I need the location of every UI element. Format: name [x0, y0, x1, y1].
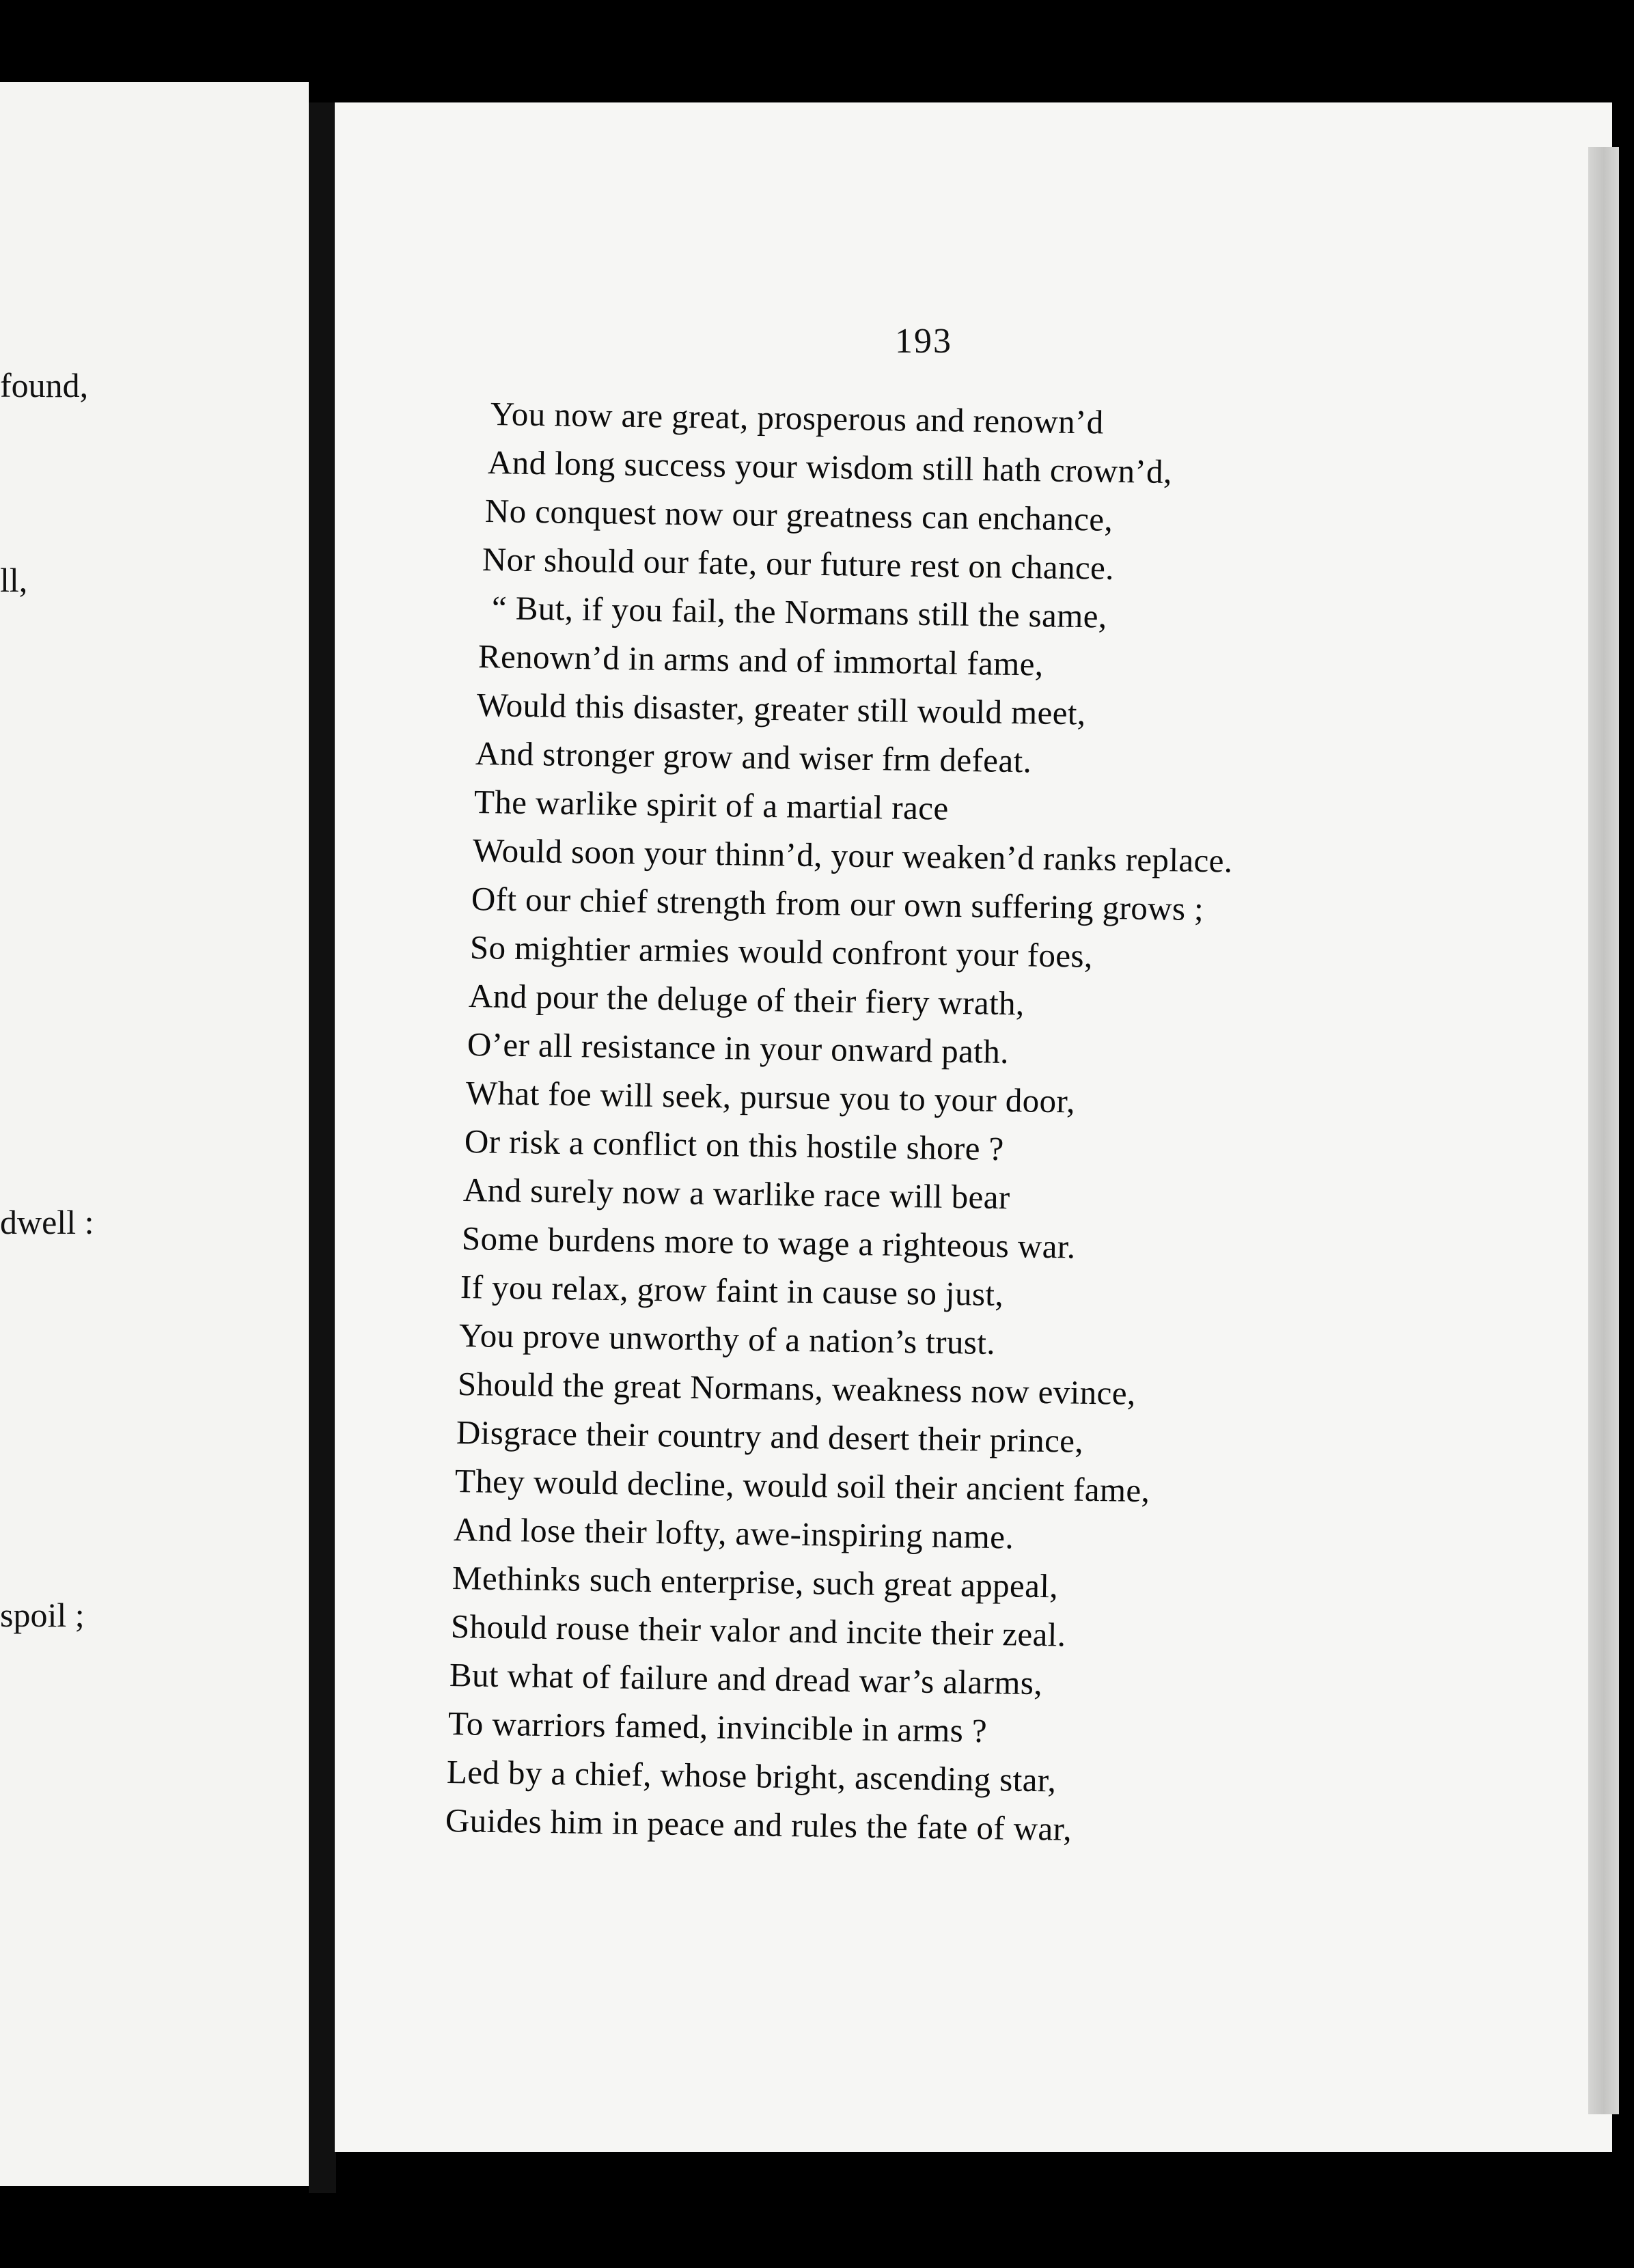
- poem-line: You prove unworthy of a nation’s trust.: [458, 1316, 996, 1361]
- poem-line: Should rouse their valor and incite their zeal.: [450, 1607, 1066, 1654]
- poem-line: And surely now a warlike race will bear: [462, 1171, 1010, 1217]
- poem-line: To warriors famed, invincible in arms ?: [447, 1704, 988, 1750]
- poem-line: But what of failure and dread war’s alarms,: [449, 1656, 1043, 1702]
- poem-line: Disgrace their country and desert their prince,: [456, 1413, 1084, 1460]
- poem-line: Nor should our fate, our future rest on chance.: [482, 540, 1115, 587]
- left-page-fragment: spoil ;: [0, 1596, 85, 1634]
- poem-line: Oft our chief strength from our own suffering grows ;: [471, 880, 1204, 928]
- poem-line: Renown’d in arms and of immortal fame,: [477, 637, 1044, 683]
- left-page-fragment: dwell :: [0, 1203, 94, 1241]
- poem-line: So mightier armies would confront your foes,: [469, 928, 1093, 975]
- poem-line: “ But, if you fail, the Normans still the same,: [491, 589, 1107, 635]
- poem-line: No conquest now our greatness can enchance,: [484, 492, 1113, 538]
- left-page-fragment: found,: [0, 366, 89, 404]
- poem-line: Guides him in peace and rules the fate of war,: [445, 1801, 1072, 1848]
- poem-line: Would soon your thinn’d, your weaken’d ranks replace.: [472, 831, 1233, 880]
- poem-line: The warlike spirit of a martial race: [473, 783, 949, 827]
- poem-line: They would decline, would soil their ancient fame,: [454, 1462, 1150, 1510]
- poem-line: And lose their lofty, awe-inspiring name.: [453, 1510, 1014, 1556]
- poem-line: Led by a chief, whose bright, ascending star,: [446, 1753, 1057, 1799]
- page-number: 193: [895, 322, 952, 361]
- poem-line: And stronger grow and wiser frm defeat.: [475, 734, 1032, 780]
- poem-line: If you relax, grow faint in cause so just,: [460, 1268, 1004, 1314]
- poem-line: Some burdens more to wage a righteous war.: [461, 1219, 1076, 1266]
- poem-line: Methinks such enterprise, such great appeal,: [452, 1559, 1059, 1605]
- poem-line: Or risk a conflict on this hostile shore ?: [464, 1122, 1005, 1168]
- poem-line: And pour the deluge of their fiery wrath,: [468, 977, 1025, 1023]
- poem-line: What foe will seek, pursue you to your door,: [465, 1074, 1076, 1120]
- poem-line: You now are great, prosperous and renown’d: [490, 395, 1104, 441]
- poem-line: And long success your wisdom still hath crown’d,: [487, 443, 1173, 490]
- poem-line: Would this disaster, greater still would meet,: [476, 686, 1086, 732]
- left-page-fragment: ll,: [0, 561, 28, 599]
- poem-line: Should the great Normans, weakness now evince,: [457, 1365, 1137, 1412]
- poem-line: O’er all resistance in your onward path.: [467, 1025, 1010, 1071]
